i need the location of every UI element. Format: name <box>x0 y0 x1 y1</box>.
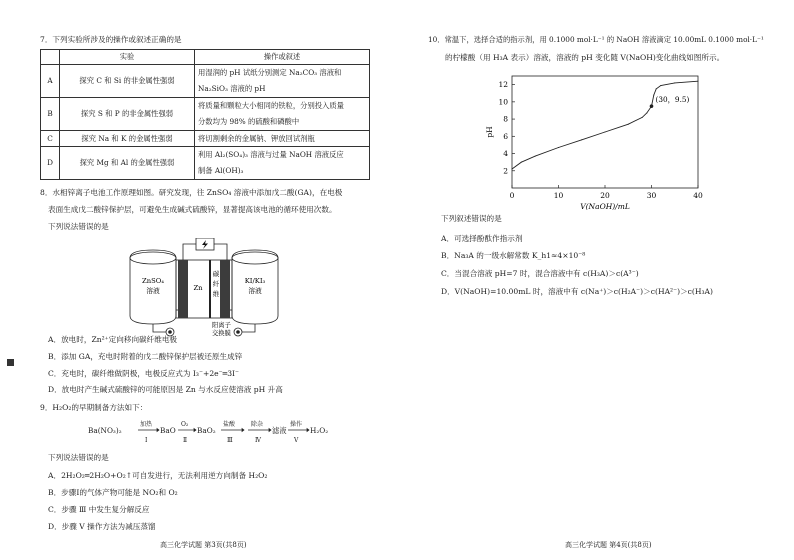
scan-marker <box>7 359 14 366</box>
q7-table <box>40 49 370 180</box>
q7-row-op-line1: 将质量和颗粒大小相同的铁粒，分别投入质量 <box>198 101 344 110</box>
q10-option-b: B．Na₃A 的一级水解常数 K_h1≈4×10⁻⁸ <box>441 251 586 260</box>
q7-row-key: B <box>41 98 60 131</box>
q7-row-exp: 探究 Mg 和 Al 的金属性强弱 <box>60 147 195 180</box>
q8-option-c: C．充电时，碳纤维做阴极，电极反应式为 I₃⁻+2e⁻═3I⁻ <box>48 369 240 378</box>
q8-option-d: D．放电时产生碱式硫酸锌的可能原因是 Zn 与水反应使溶液 pH 升高 <box>48 385 283 394</box>
flow-step-1-reagent: 加热 <box>140 421 153 428</box>
q7-row-exp: 探究 S 和 P 的非金属性强弱 <box>60 98 195 131</box>
flow-species-1: Ba(NO₃)₂ <box>88 426 122 435</box>
flow-step-5-reagent: 操作 <box>290 421 303 428</box>
flow-step-3-number: Ⅲ <box>227 437 233 444</box>
flow-species-4: 滤液 <box>272 426 287 435</box>
flow-species-5: H₂O₂ <box>310 426 328 435</box>
q7-row-op-line2: 分数均为 98% 的硫酸和磷酸中 <box>198 117 300 126</box>
q7-row-op <box>195 65 370 98</box>
flow-species-2: BaO <box>160 426 176 435</box>
carbon-label-3: 维 <box>212 290 220 298</box>
q9-option-a: A．2H₂O₂═2H₂O+O₂↑可自发进行，无法利用逆方向制备 H₂O₂ <box>48 471 268 480</box>
equivalence-annotation: (30，9.5) <box>655 95 690 105</box>
carbon-label-1: 碳 <box>212 270 220 278</box>
q8-option-b: B．添加 GA，充电时附着的戊二酸锌保护层被还原生成锌 <box>48 352 243 361</box>
q10-stem-line2: 的柠檬酸（用 H₃A 表示）溶液，溶液的 pH 变化随 V(NaOH)变化曲线如图所示。 <box>445 53 725 62</box>
ph-curve-point <box>656 88 657 89</box>
battery-diagram <box>120 238 290 338</box>
x-tick-label: 10 <box>553 191 564 200</box>
flow-step-5-number: Ⅴ <box>294 437 299 444</box>
ph-curve-point <box>646 113 647 114</box>
pump-right-core-icon <box>236 330 240 334</box>
ph-curve-point <box>558 147 559 148</box>
footer-left: 高三化学试题 第3页(共8页) <box>160 541 247 549</box>
x-tick-label: 40 <box>693 191 703 200</box>
y-tick-label: 4 <box>503 149 508 159</box>
flow-step-3-reagent: 盐酸 <box>223 421 236 428</box>
flow-step-2-number: Ⅱ <box>183 437 188 444</box>
y-axis-label: pH <box>485 126 494 138</box>
zn-electrode-dark <box>178 260 188 318</box>
footer-right: 高三化学试题 第4页(共8页) <box>565 541 652 549</box>
q7-row-exp: 探究 Na 和 K 的金属性强弱 <box>60 131 195 147</box>
y-tick-label: 2 <box>503 166 508 176</box>
q7-row-key: A <box>41 65 60 98</box>
ph-curve-point <box>581 139 582 140</box>
membrane-line <box>209 260 211 318</box>
flow-step-4-reagent: 除杂 <box>251 421 264 428</box>
ph-curve-point <box>628 124 629 125</box>
q7-row-op-line1: 利用 Al₂(SO₄)₃ 溶液与过量 NaOH 溶液反应 <box>198 150 344 159</box>
q7-row-op-line2: Na₂SiO₃ 溶液的 pH <box>198 84 266 93</box>
q9-flow-diagram <box>88 418 328 444</box>
q8-stem-line3: 下列说法错误的是 <box>48 222 109 231</box>
q9-option-c: C．步骤 Ⅲ 中发生复分解反应 <box>48 505 150 514</box>
q7-row-key: C <box>41 131 60 147</box>
y-tick-label: 12 <box>498 80 508 90</box>
equivalence-marker <box>650 104 654 108</box>
x-tick-label: 30 <box>646 191 657 200</box>
q7-row-a <box>41 65 370 98</box>
y-tick-label: 10 <box>498 97 508 107</box>
pump-left-core-icon <box>168 330 172 334</box>
q7-row-op <box>195 147 370 180</box>
membrane-label-2: 交换膜 <box>212 330 231 337</box>
q7-header-key <box>41 50 60 65</box>
zn-label: Zn <box>193 284 203 292</box>
q7-row-op <box>195 98 370 131</box>
q9-stem: 9．H₂O₂的早期制备方法如下： <box>40 403 148 412</box>
q7-row-exp: 探究 C 和 Si 的非金属性强弱 <box>60 65 195 98</box>
q7-row-key: D <box>41 147 60 180</box>
q10-option-d: D．V(NaOH)=10.00mL 时，溶液中有 c(Na⁺)＞c(H₂A⁻)＞c(HA²⁻)＞c(H₃A) <box>441 287 713 296</box>
q9-option-d: D．步骤 V 操作方法为减压蒸馏 <box>48 522 156 531</box>
ph-curve-point <box>535 156 536 157</box>
q10-prompt: 下列叙述错误的是 <box>441 214 502 223</box>
ph-curve-point <box>698 81 699 82</box>
ph-curve-point <box>653 94 654 95</box>
q7-stem: 7．下列实验所涉及的操作或叙述正确的是 <box>40 35 182 44</box>
carbon-electrode-dark <box>220 260 230 318</box>
q7-row-op-line1: 用湿润的 pH 试纸分别测定 Na₂CO₃ 溶液和 <box>198 68 342 77</box>
ph-curve-point <box>642 117 643 118</box>
q9-option-b: B．步骤Ⅰ的气体产物可能是 NO₂和 O₂ <box>48 488 178 497</box>
right-solution-label: KI/KI₃ <box>244 277 266 285</box>
membrane-label-1: 阳离子 <box>212 322 231 329</box>
left-solution-label-2: 溶液 <box>146 287 160 295</box>
q7-row-d <box>41 147 370 180</box>
flow-species-3: BaO₂ <box>197 426 216 435</box>
flow-step-4-number: Ⅳ <box>255 437 261 444</box>
ph-curve-point <box>605 132 606 133</box>
q9-prompt: 下列说法错误的是 <box>48 453 109 462</box>
q8-stem-line2: 表面生成戊二酸锌保护层，可避免生成碱式硫酸锌，显著提高该电池的循环使用次数。 <box>48 205 337 214</box>
q7-header-exp: 实验 <box>60 50 195 65</box>
q10-option-c: C．当混合溶液 pH=7 时，混合溶液中有 c(H₃A)＞c(A³⁻) <box>441 269 639 278</box>
q7-header-op: 操作或叙述 <box>195 50 370 65</box>
carbon-label-2: 纤 <box>212 280 220 288</box>
q7-table-header <box>41 50 370 65</box>
y-tick-label: 8 <box>503 114 508 124</box>
q10-stem-line1: 10．常温下，选择合适的指示剂，用 0.1000 mol·L⁻¹ 的 NaOH 溶液滴定 10.00mL 0.1000 mol·L⁻¹ <box>428 35 764 44</box>
ph-curve-point <box>674 82 675 83</box>
flow-step-1-number: Ⅰ <box>145 437 148 444</box>
ph-curve-point <box>660 85 661 86</box>
x-tick-label: 20 <box>600 191 610 200</box>
q8-option-a: A．放电时，Zn²⁺定向移向碳纤维电极 <box>48 335 178 344</box>
left-solution-label: ZnSO₄ <box>141 277 165 285</box>
ph-titration-chart <box>480 70 720 210</box>
q7-row-op-line2: 制备 Al(OH)₃ <box>198 166 244 175</box>
right-solution-label-2: 溶液 <box>248 287 262 295</box>
q10-option-a: A．可选择酚酞作指示剂 <box>441 234 523 243</box>
x-axis-label: V(NaOH)/mL <box>580 202 630 210</box>
y-tick-label: 6 <box>503 131 508 141</box>
flow-step-2-reagent: O₂ <box>181 421 189 428</box>
ph-curve-point <box>512 169 513 170</box>
x-tick-label: 0 <box>509 191 515 200</box>
q7-row-b <box>41 98 370 131</box>
ph-curve-point <box>521 162 522 163</box>
q7-row-op: 将切割剩余的金属钠、钾放回试剂瓶 <box>195 131 370 147</box>
q7-row-c <box>41 131 370 147</box>
q8-stem-line1: 8．水相锌离子电池工作原理如图。研究发现，往 ZnSO₄ 溶液中添加戊二酸(GA)，在电极 <box>40 188 343 197</box>
